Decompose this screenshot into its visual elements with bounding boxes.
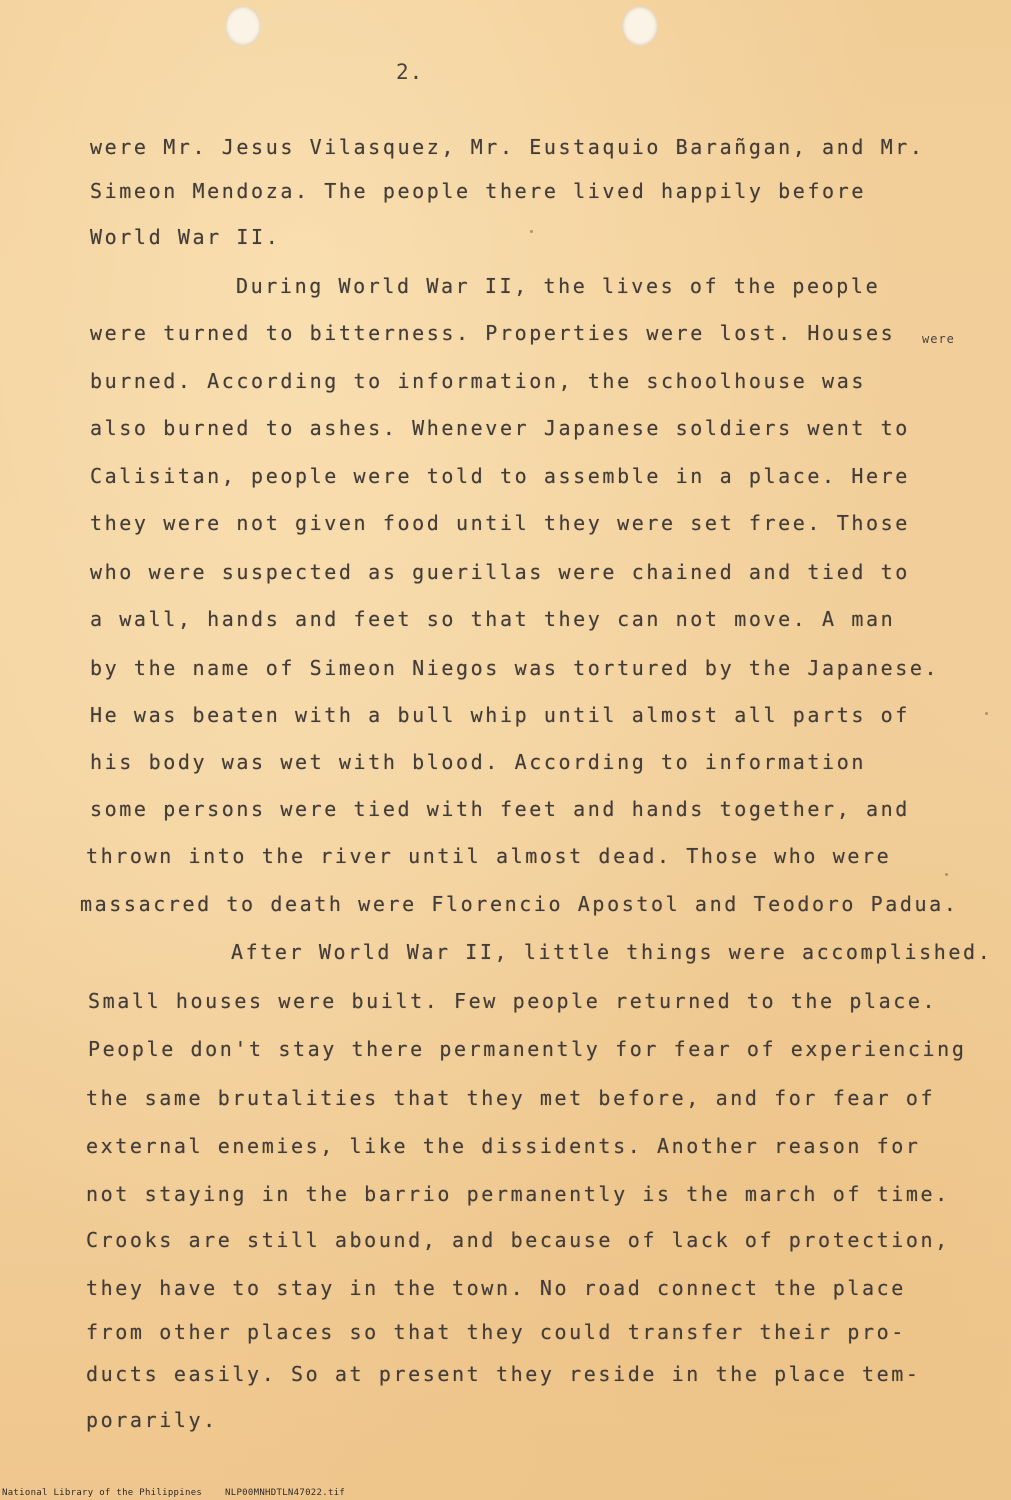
text-line: also burned to ashes. Whenever Japanese soldiers went to bbox=[90, 416, 910, 440]
paper-speck bbox=[945, 873, 948, 876]
text-line: some persons were tied with feet and hands together, and bbox=[90, 797, 910, 821]
text-line: who were suspected as guerillas were chained and tied to bbox=[90, 560, 910, 584]
paper-speck bbox=[530, 230, 533, 233]
text-line: After World War II, little things were accomplished. bbox=[231, 940, 993, 964]
text-line: the same brutalities that they met before, and for fear of bbox=[86, 1086, 936, 1110]
text-line: ducts easily. So at present they reside in the place tem- bbox=[86, 1362, 921, 1386]
punch-hole-left bbox=[225, 6, 261, 46]
text-line: He was beaten with a bull whip until almost all parts of bbox=[90, 703, 910, 727]
text-line: by the name of Simeon Niegos was tortured by the Japanese. bbox=[90, 656, 940, 680]
text-line: thrown into the river until almost dead. Those who were bbox=[86, 844, 892, 868]
text-line: his body was wet with blood. According to information bbox=[90, 750, 866, 774]
text-line: they were not given food until they were set free. Those bbox=[90, 511, 910, 535]
text-line: Simeon Mendoza. The people there lived happily before bbox=[90, 179, 866, 203]
text-line: not staying in the barrio permanently is the march of time. bbox=[86, 1182, 950, 1206]
text-line: Calisitan, people were told to assemble in a place. Here bbox=[90, 464, 910, 488]
text-line: massacred to death were Florencio Apostol and Teodoro Padua. bbox=[80, 892, 959, 916]
text-line: external enemies, like the dissidents. Another reason for bbox=[86, 1134, 921, 1158]
text-line: from other places so that they could transfer their pro- bbox=[86, 1320, 906, 1344]
text-line: Small houses were built. Few people returned to the place. bbox=[88, 989, 938, 1013]
text-line: burned. According to information, the schoolhouse was bbox=[90, 369, 866, 393]
text-line: During World War II, the lives of the people bbox=[236, 274, 881, 298]
text-line: were turned to bitterness. Properties were lost. Houses bbox=[90, 321, 896, 345]
page-number: 2. bbox=[396, 60, 424, 84]
text-line: People don't stay there permanently for fear of experiencing bbox=[88, 1037, 967, 1061]
handwritten-margin-note: were bbox=[922, 332, 955, 346]
text-line: Crooks are still abound, and because of lack of protection, bbox=[86, 1228, 950, 1252]
text-line: a wall, hands and feet so that they can not move. A man bbox=[90, 607, 896, 631]
archive-footer: National Library of the Philippines NLP00MNHDTLN47022.tif bbox=[2, 1488, 346, 1498]
text-line: they have to stay in the town. No road connect the place bbox=[86, 1276, 906, 1300]
text-line: World War II. bbox=[90, 225, 281, 249]
punch-hole-right bbox=[622, 6, 658, 46]
text-line: porarily. bbox=[86, 1408, 218, 1432]
text-line: were Mr. Jesus Vilasquez, Mr. Eustaquio Barañgan, and Mr. bbox=[90, 135, 925, 159]
paper-speck bbox=[985, 712, 988, 715]
